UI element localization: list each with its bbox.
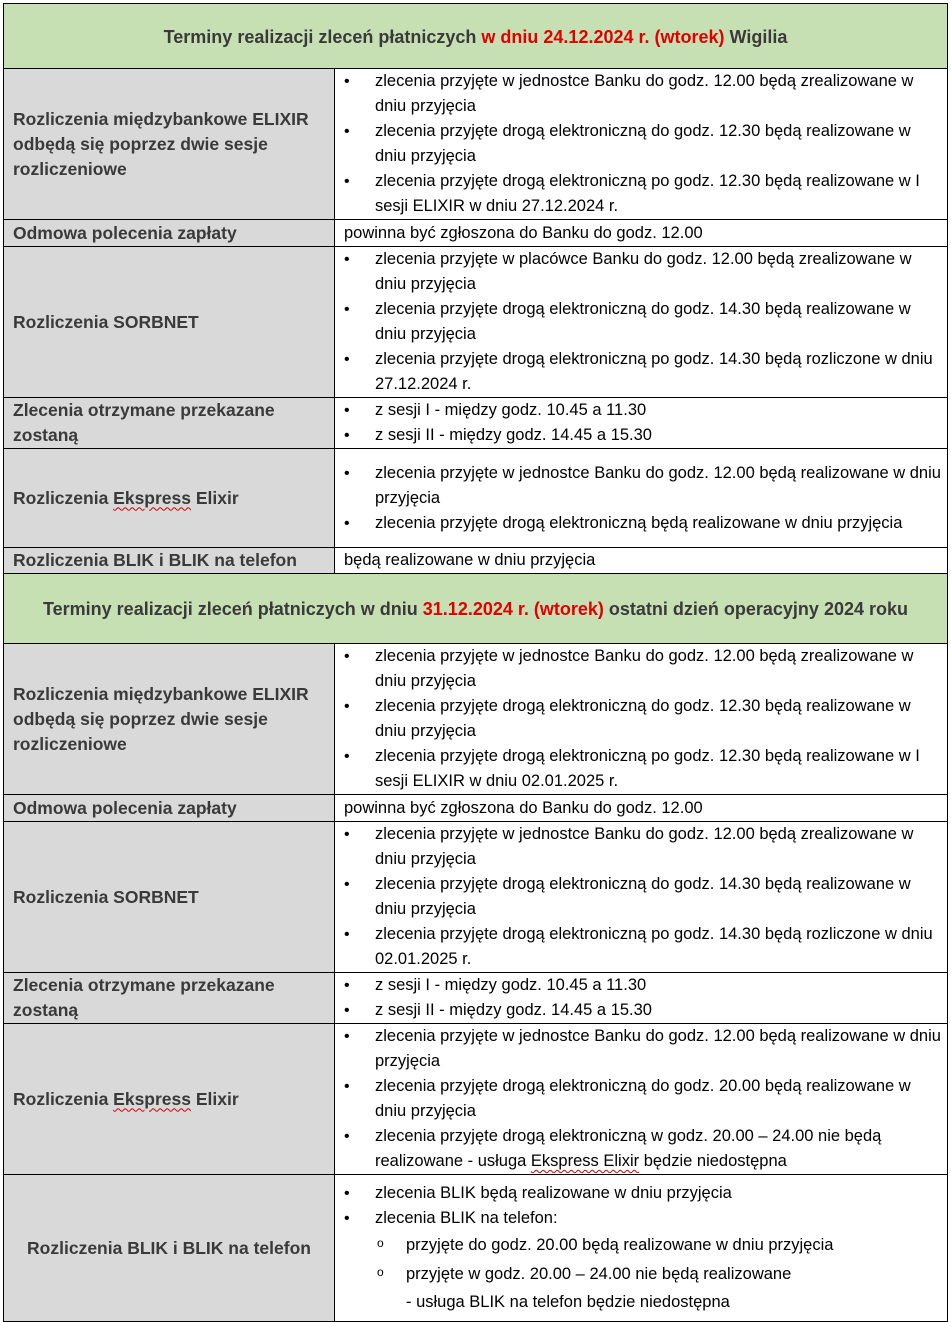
s2-ekspress-label: Rozliczenia Ekspress Elixir: [4, 1024, 335, 1175]
schedule-document: [3, 3, 947, 1322]
s1-otrzymane-label: Zlecenia otrzymane przekazane zostaną: [4, 398, 335, 449]
sub-list-item: o przyjęte w godz. 20.00 – 24.00 nie będą realizowane: [344, 1260, 941, 1289]
s2-elixir-label: Rozliczenia międzybankowe ELIXIR odbędą się poprzez dwie sesje rozliczeniowe: [4, 644, 335, 795]
list-item: • zlecenia przyjęte drogą elektroniczną po godz. 12.30 będą realizowane w I sesji ELIXIR w dniu 02.01.2025 r.: [344, 744, 941, 794]
s1-blik-label: Rozliczenia BLIK i BLIK na telefon: [4, 548, 335, 574]
list-item: • z sesji II - między godz. 14.45 a 15.30: [344, 998, 941, 1023]
s1-ekspress-value: [335, 449, 948, 548]
list-item: • zlecenia przyjęte w jednostce Banku do godz. 12.00 będą zrealizowane w dniu przyjęcia: [344, 822, 941, 872]
s2-otrzymane-label: Zlecenia otrzymane przekazane zostaną: [4, 973, 335, 1024]
list-item: • zlecenia przyjęte w jednostce Banku do godz. 12.00 będą zrealizowane w dniu przyjęcia: [344, 69, 941, 119]
s2-row-sorbnet: [4, 822, 948, 973]
list-item: • zlecenia przyjęte drogą elektroniczną do godz. 12.30 będą realizowane w dniu przyjęcia: [344, 694, 941, 744]
s1-row-odmowa: [4, 220, 948, 247]
s2-elixir-value: [335, 644, 948, 795]
s1-odmowa-label: Odmowa polecenia zapłaty: [4, 220, 335, 247]
list-item: • zlecenia przyjęte drogą elektroniczną do godz. 14.30 będą realizowane w dniu przyjęcia: [344, 297, 941, 347]
s1-blik-value: będą realizowane w dniu przyjęcia: [335, 548, 948, 574]
list-item: • zlecenia przyjęte drogą elektroniczną po godz. 14.30 będą rozliczone w dniu 02.01.2025 r.: [344, 922, 941, 972]
list-item: • zlecenia przyjęte drogą elektroniczną do godz. 14.30 będą realizowane w dniu przyjęcia: [344, 872, 941, 922]
list-item: • z sesji II - między godz. 14.45 a 15.30: [344, 423, 941, 448]
s2-odmowa-label: Odmowa polecenia zapłaty: [4, 795, 335, 822]
s1-ekspress-label: Rozliczenia Ekspress Elixir: [4, 449, 335, 548]
section2-title: Terminy realizacji zleceń płatniczych w dniu 31.12.2024 r. (wtorek) ostatni dzień operacyjny 2024 roku: [4, 574, 948, 644]
section1-date: w dniu 24.12.2024 r. (wtorek): [481, 27, 725, 47]
list-item: • zlecenia BLIK na telefon:: [344, 1206, 941, 1231]
s1-row-blik: [4, 548, 948, 574]
list-item: • zlecenia BLIK będą realizowane w dniu przyjęcia: [344, 1181, 941, 1206]
s2-row-blik: [4, 1175, 948, 1322]
s2-sorbnet-value: [335, 822, 948, 973]
s1-sorbnet-label: Rozliczenia SORBNET: [4, 247, 335, 398]
list-item: • zlecenia przyjęte drogą elektroniczną będą realizowane w dniu przyjęcia: [344, 511, 941, 536]
s2-odmowa-value: powinna być zgłoszona do Banku do godz. 12.00: [335, 795, 948, 822]
s1-row-sorbnet: [4, 247, 948, 398]
s1-odmowa-value: powinna być zgłoszona do Banku do godz. 12.00: [335, 220, 948, 247]
s1-elixir-value: [335, 69, 948, 220]
list-item: • zlecenia przyjęte w jednostce Banku do godz. 12.00 będą realizowane w dniu przyjęcia: [344, 1024, 941, 1074]
s1-row-otrzymane: [4, 398, 948, 449]
list-item: • zlecenia przyjęte w placówce Banku do godz. 12.00 będą zrealizowane w dniu przyjęcia: [344, 247, 941, 297]
section1-title: Terminy realizacji zleceń płatniczych w dniu 24.12.2024 r. (wtorek) Wigilia: [4, 4, 948, 69]
s2-row-odmowa: [4, 795, 948, 822]
s2-blik-value: [335, 1175, 948, 1322]
section1-header: [4, 4, 948, 69]
s1-otrzymane-value: [335, 398, 948, 449]
sub-list-item: o przyjęte do godz. 20.00 będą realizowane w dniu przyjęcia: [344, 1231, 941, 1260]
section2-header: [4, 574, 948, 644]
list-item: • zlecenia przyjęte w jednostce Banku do godz. 12.00 będą realizowane w dniu przyjęcia: [344, 461, 941, 511]
s2-blik-label: Rozliczenia BLIK i BLIK na telefon: [4, 1175, 335, 1322]
list-item: • zlecenia przyjęte drogą elektroniczną po godz. 14.30 będą rozliczone w dniu 27.12.2024 r.: [344, 347, 941, 397]
list-item: • z sesji I - między godz. 10.45 a 11.30: [344, 398, 941, 423]
s2-row-otrzymane: [4, 973, 948, 1024]
list-item: • z sesji I - między godz. 10.45 a 11.30: [344, 973, 941, 998]
s2-sorbnet-label: Rozliczenia SORBNET: [4, 822, 335, 973]
list-item: • zlecenia przyjęte drogą elektroniczną do godz. 20.00 będą realizowane w dniu przyjęcia: [344, 1074, 941, 1124]
list-item: • zlecenia przyjęte drogą elektroniczną po godz. 12.30 będą realizowane w I sesji ELIXIR w dniu 27.12.2024 r.: [344, 169, 941, 219]
schedule-table: [3, 3, 948, 1322]
list-item: • zlecenia przyjęte w jednostce Banku do godz. 12.00 będą zrealizowane w dniu przyjęcia: [344, 644, 941, 694]
s2-ekspress-value: [335, 1024, 948, 1175]
list-item: • zlecenia przyjęte drogą elektroniczną do godz. 12.30 będą realizowane w dniu przyjęcia: [344, 119, 941, 169]
s1-row-ekspress: [4, 449, 948, 548]
s2-row-elixir: [4, 644, 948, 795]
section2-date: 31.12.2024 r. (wtorek): [422, 598, 604, 619]
s1-sorbnet-value: [335, 247, 948, 398]
s1-row-elixir: [4, 69, 948, 220]
s2-row-ekspress: [4, 1024, 948, 1175]
sub-list-continuation: - usługa BLIK na telefon będzie niedostępna: [406, 1292, 730, 1311]
s2-otrzymane-value: [335, 973, 948, 1024]
list-item: • zlecenia przyjęte drogą elektroniczną w godz. 20.00 – 24.00 nie będą realizowane - usługa Ekspress Elixir będzie niedostępna: [344, 1124, 941, 1174]
s1-elixir-label: Rozliczenia międzybankowe ELIXIR odbędą się poprzez dwie sesje rozliczeniowe: [4, 69, 335, 220]
